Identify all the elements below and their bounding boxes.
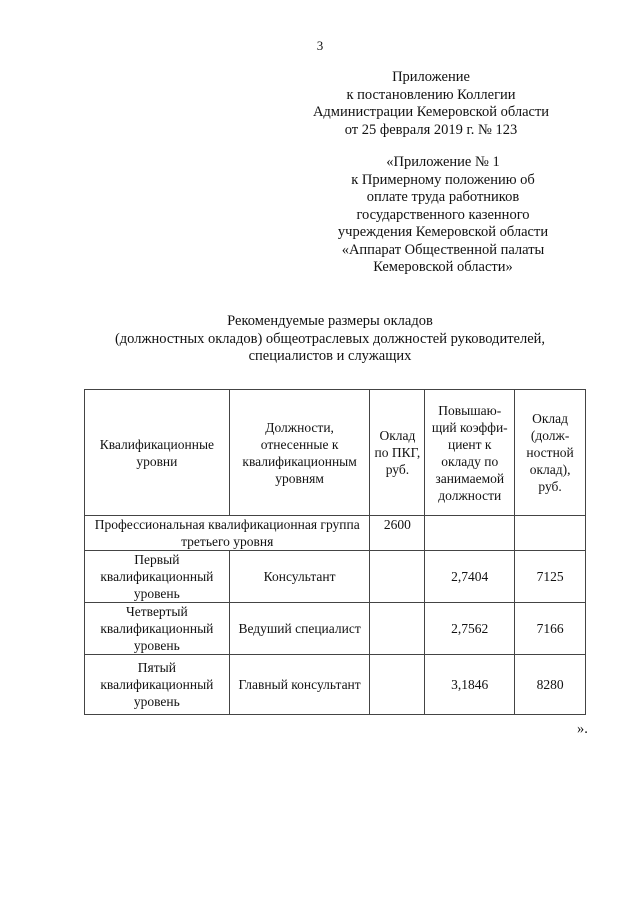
closing-quote-mark: ». xyxy=(577,721,588,737)
header-cell-base-salary: Оклад по ПКГ, руб. xyxy=(370,390,425,516)
inner-appendix-line: государственного казенного xyxy=(356,206,530,223)
table-header-row xyxy=(85,390,586,516)
row-coefficient-cell: 2,7404 xyxy=(425,551,515,603)
heading-line: (должностных окладов) общеотраслевых должностей руководителей, xyxy=(114,330,546,347)
row-level-cell: Четвертый квалификационный уровень xyxy=(85,603,230,655)
row-coefficient-cell: 2,7562 xyxy=(425,603,515,655)
appendix-line: от 25 февраля 2019 г. № 123 xyxy=(344,121,518,138)
appendix-line: Приложение xyxy=(392,69,470,85)
row-position-cell: Главный консультант xyxy=(229,655,370,715)
inner-appendix-line: Кемеровской области» xyxy=(373,259,513,275)
row-base-cell xyxy=(370,603,425,655)
row-salary-cell: 7166 xyxy=(515,603,586,655)
inner-appendix-line: оплате труда работников xyxy=(366,189,520,205)
salary-table xyxy=(84,389,586,715)
row-salary-cell: 7125 xyxy=(515,551,586,603)
empty-cell xyxy=(425,516,515,551)
appendix-block xyxy=(300,69,562,139)
page-number: 3 xyxy=(316,38,324,53)
group-base-salary-cell: 2600 xyxy=(370,516,425,551)
appendix-line: Администрации Кемеровской области xyxy=(312,104,550,120)
document-heading xyxy=(60,313,600,366)
table-group-row xyxy=(85,516,586,551)
inner-appendix-line: к Примерному положению об xyxy=(351,171,535,188)
inner-appendix-line: учреждения Кемеровской области xyxy=(337,224,549,240)
row-position-cell: Ведуший специалист xyxy=(229,603,370,655)
header-cell-salary: Оклад (долж-ностной оклад), руб. xyxy=(515,390,586,516)
row-level-cell: Первый квалификационный уровень xyxy=(85,551,230,603)
row-level-cell: Пятый квалификационный уровень xyxy=(85,655,230,715)
inner-appendix-line: «Приложение № 1 xyxy=(386,154,500,170)
table-row xyxy=(85,603,586,655)
row-position-cell: Консультант xyxy=(229,551,370,603)
heading-line: специалистов и служащих xyxy=(248,348,412,364)
heading-line: Рекомендуемые размеры окладов xyxy=(227,313,433,329)
appendix-line: к постановлению Коллегии xyxy=(346,86,516,103)
empty-cell xyxy=(515,516,586,551)
inner-appendix-block xyxy=(312,154,574,277)
header-cell-level: Квалификационные уровни xyxy=(85,390,230,516)
group-name-cell: Профессиональная квалификационная группа третьего уровня xyxy=(85,516,370,551)
header-cell-coefficient: Повышаю-щий коэффи-циент к окладу по занимаемой должности xyxy=(425,390,515,516)
row-coefficient-cell: 3,1846 xyxy=(425,655,515,715)
inner-appendix-line: «Аппарат Общественной палаты xyxy=(341,241,545,258)
row-base-cell xyxy=(370,551,425,603)
row-base-cell xyxy=(370,655,425,715)
row-salary-cell: 8280 xyxy=(515,655,586,715)
header-cell-position: Должности, отнесенные к квалификационным уровням xyxy=(229,390,370,516)
table-row xyxy=(85,551,586,603)
table-row xyxy=(85,655,586,715)
